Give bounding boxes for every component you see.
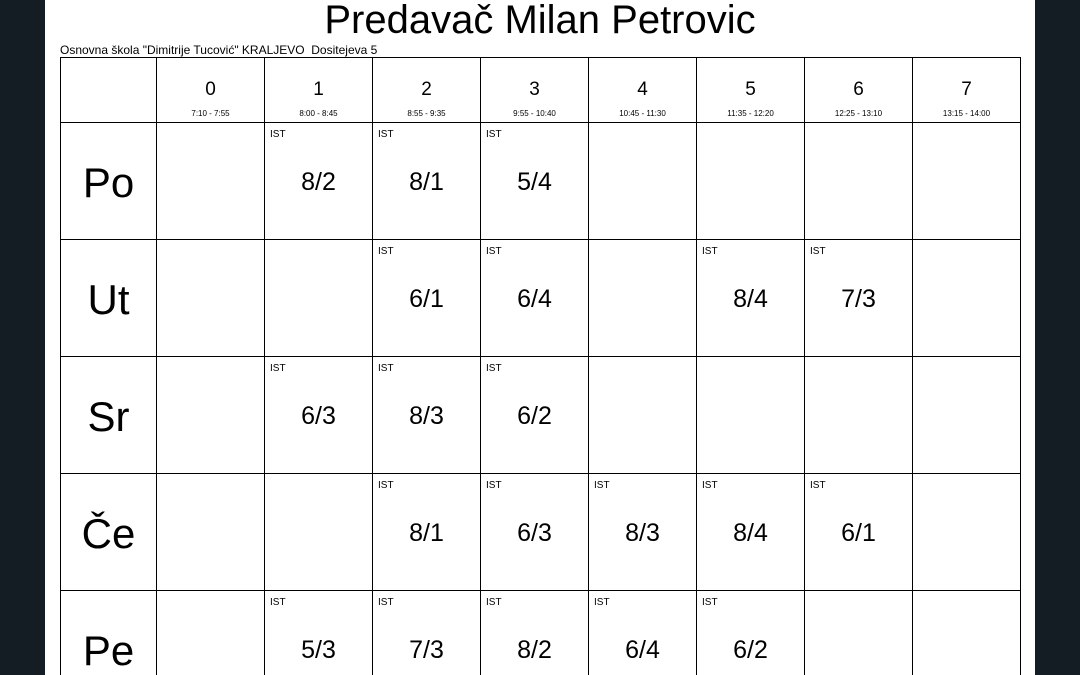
day-label: Sr (87, 393, 130, 440)
lesson-cell (589, 357, 697, 474)
page-title: Predavač Milan Petrovic (324, 0, 756, 42)
day-row (61, 123, 1021, 240)
lesson-subject: IST (702, 246, 718, 257)
lesson-class: 7/3 (841, 285, 876, 313)
lesson-class: 6/2 (517, 402, 552, 430)
period-time: 9:55 - 10:40 (513, 109, 556, 118)
lesson-cell (373, 357, 481, 474)
lesson-subject: IST (810, 480, 826, 491)
period-time: 11:35 - 12:20 (727, 109, 774, 118)
lesson-subject: IST (378, 480, 394, 491)
period-number: 5 (745, 79, 756, 100)
day-cell (61, 591, 157, 675)
period-number: 6 (853, 79, 864, 100)
corner-cell (61, 58, 157, 123)
lesson-cell (481, 591, 589, 675)
lesson-class: 6/1 (409, 285, 444, 313)
lesson-cell (697, 240, 805, 357)
period-time: 12:25 - 13:10 (834, 109, 883, 118)
lesson-cell (373, 240, 481, 357)
lesson-cell (157, 123, 265, 240)
lesson-cell (805, 357, 913, 474)
lesson-subject: IST (270, 597, 286, 608)
period-time: 8:55 - 9:35 (407, 109, 446, 118)
lesson-cell (805, 240, 913, 357)
period-time: 8:00 - 8:45 (299, 109, 338, 118)
lesson-cell (589, 240, 697, 357)
lesson-subject: IST (270, 363, 286, 374)
lesson-subject: IST (486, 129, 502, 140)
lesson-cell (481, 357, 589, 474)
lesson-subject: IST (594, 480, 610, 491)
lesson-cell (589, 474, 697, 591)
timetable-page (45, 0, 1035, 675)
day-cell (61, 240, 157, 357)
period-number: 4 (637, 79, 648, 100)
lesson-subject: IST (486, 246, 502, 257)
period-number: 2 (421, 79, 432, 100)
lesson-cell (265, 240, 373, 357)
lesson-cell (589, 591, 697, 675)
lesson-cell (265, 474, 373, 591)
lesson-cell (913, 591, 1021, 675)
school-subtitle: Osnovna škola "Dimitrije Tucović" KRALJEVO Dositejeva 5 (60, 43, 378, 57)
lesson-class: 8/3 (409, 402, 444, 430)
lesson-cell (373, 591, 481, 675)
period-header-4 (589, 58, 697, 123)
lesson-subject: IST (378, 246, 394, 257)
day-row (61, 240, 1021, 357)
lesson-subject: IST (378, 129, 394, 140)
lesson-subject: IST (378, 363, 394, 374)
lesson-cell (589, 123, 697, 240)
lesson-subject: IST (486, 597, 502, 608)
lesson-class: 8/1 (409, 168, 444, 196)
lesson-subject: IST (702, 480, 718, 491)
lesson-cell (697, 474, 805, 591)
lesson-cell (697, 591, 805, 675)
lesson-subject: IST (486, 480, 502, 491)
lesson-cell (805, 591, 913, 675)
lesson-class: 6/3 (517, 519, 552, 547)
lesson-cell (373, 123, 481, 240)
lesson-subject: IST (594, 597, 610, 608)
lesson-cell (805, 474, 913, 591)
period-header-2 (373, 58, 481, 123)
lesson-class: 8/2 (517, 636, 552, 664)
lesson-class: 6/4 (517, 285, 552, 313)
timetable-grid (60, 57, 1021, 675)
lesson-class: 8/3 (625, 519, 660, 547)
lesson-cell (157, 240, 265, 357)
period-header-5 (697, 58, 805, 123)
lesson-class: 8/4 (733, 519, 768, 547)
lesson-cell (373, 474, 481, 591)
day-label: Po (82, 159, 135, 206)
lesson-cell (157, 474, 265, 591)
lesson-cell (157, 591, 265, 675)
day-cell (61, 474, 157, 591)
period-number: 3 (529, 79, 540, 100)
period-number: 1 (313, 79, 324, 100)
lesson-class: 7/3 (409, 636, 444, 664)
lesson-class: 6/2 (733, 636, 768, 664)
period-number: 7 (961, 79, 972, 100)
lesson-subject: IST (378, 597, 394, 608)
lesson-cell (697, 357, 805, 474)
lesson-cell (697, 123, 805, 240)
period-time: 13:15 - 14:00 (942, 109, 991, 118)
period-header-7 (913, 58, 1021, 123)
period-time: 7:10 - 7:55 (191, 109, 230, 118)
period-time: 10:45 - 11:30 (619, 109, 666, 118)
lesson-cell (913, 123, 1021, 240)
lesson-class: 5/3 (301, 636, 336, 664)
lesson-class: 6/1 (841, 519, 876, 547)
lesson-cell (481, 474, 589, 591)
day-cell (61, 123, 157, 240)
lesson-subject: IST (810, 246, 826, 257)
lesson-subject: IST (486, 363, 502, 374)
day-row (61, 474, 1021, 591)
lesson-cell (481, 123, 589, 240)
day-label: Če (81, 510, 136, 557)
period-header-row (61, 58, 1021, 123)
period-number: 0 (205, 79, 216, 100)
day-row (61, 591, 1021, 675)
lesson-cell (913, 357, 1021, 474)
day-label: Pe (82, 627, 135, 674)
lesson-subject: IST (270, 129, 286, 140)
period-header-1 (265, 58, 373, 123)
lesson-cell (265, 123, 373, 240)
lesson-class: 6/4 (625, 636, 660, 664)
lesson-class: 8/1 (409, 519, 444, 547)
lesson-cell (157, 357, 265, 474)
lesson-cell (481, 240, 589, 357)
lesson-class: 8/2 (301, 168, 336, 196)
lesson-cell (265, 591, 373, 675)
lesson-class: 6/3 (301, 402, 336, 430)
day-label: Ut (87, 276, 130, 323)
day-cell (61, 357, 157, 474)
lesson-class: 5/4 (517, 168, 552, 196)
lesson-cell (265, 357, 373, 474)
lesson-cell (805, 123, 913, 240)
lesson-subject: IST (702, 597, 718, 608)
period-header-6 (805, 58, 913, 123)
lesson-cell (913, 240, 1021, 357)
lesson-cell (913, 474, 1021, 591)
day-row (61, 357, 1021, 474)
lesson-class: 8/4 (733, 285, 768, 313)
period-header-3 (481, 58, 589, 123)
period-header-0 (157, 58, 265, 123)
